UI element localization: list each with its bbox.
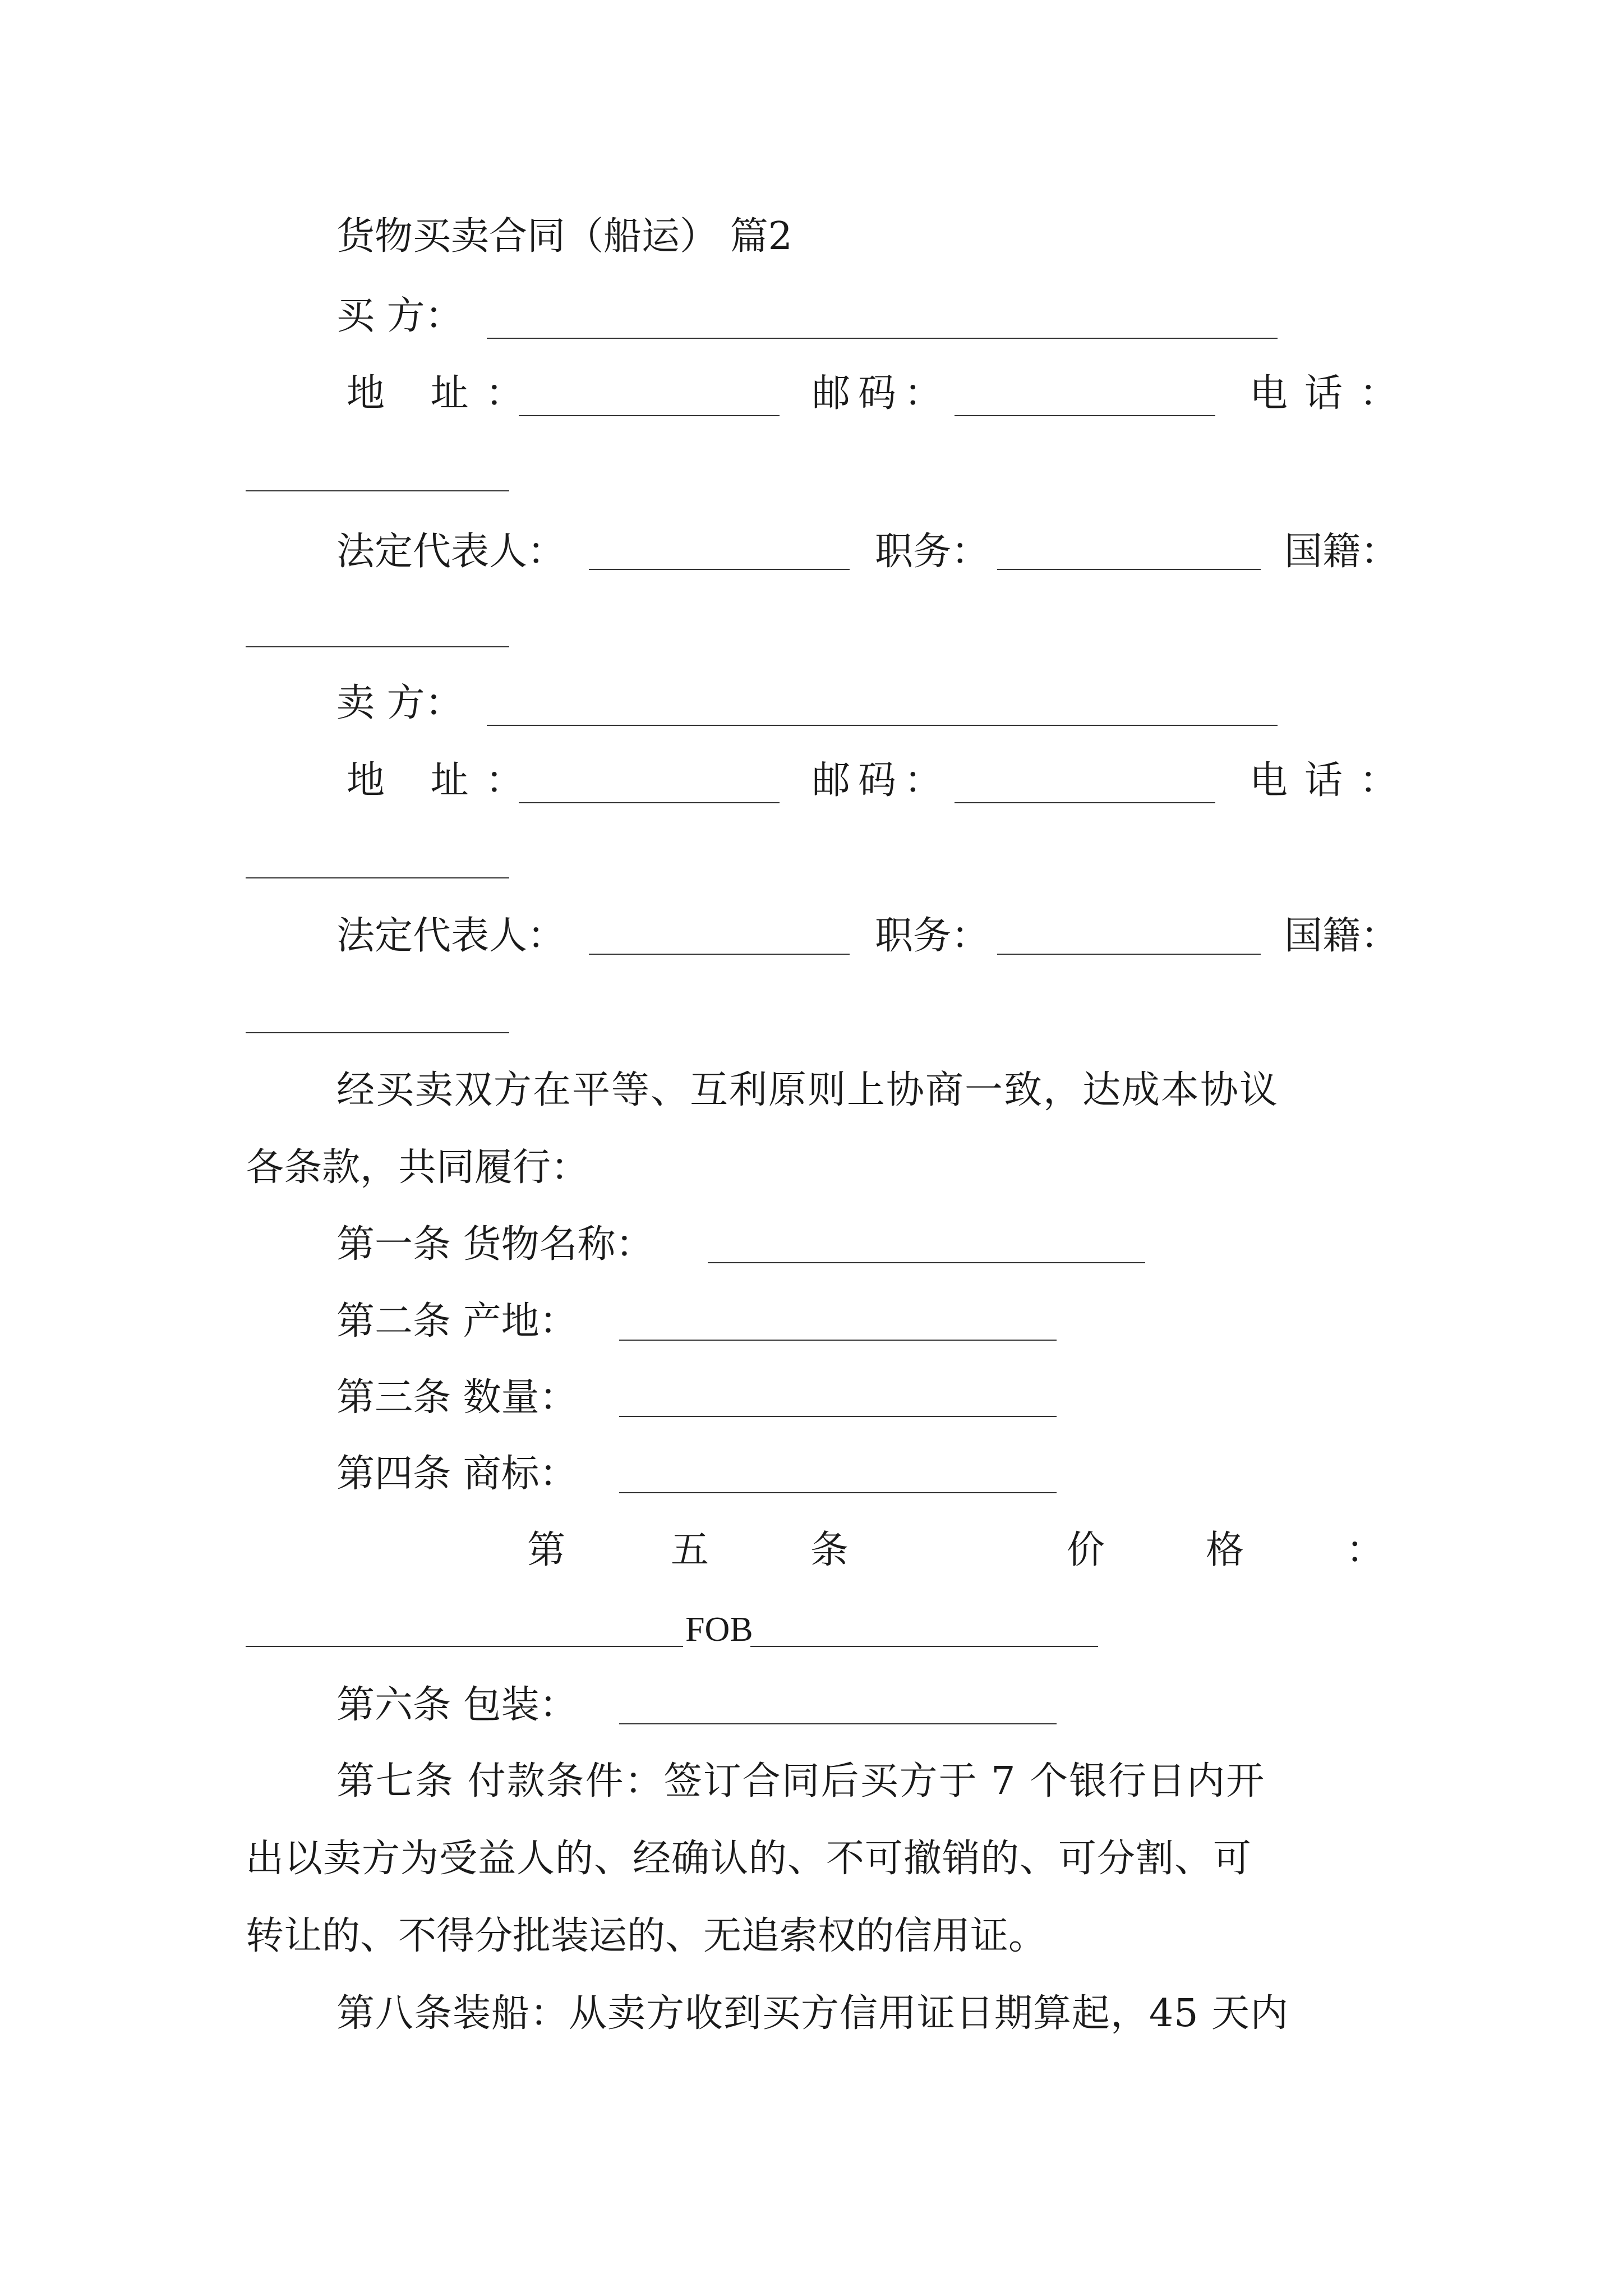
buyer-address-blank[interactable] xyxy=(519,413,780,416)
article-8-line-1: 第八条装船：从卖方收到买方信用证日期算起，45 天内 xyxy=(336,1991,1289,2036)
article-5-fob: FOB xyxy=(685,1611,753,1649)
buyer-address-label: 地 址： xyxy=(347,371,541,416)
article-5-char-2: 五 xyxy=(671,1528,709,1572)
intro-line-2: 各条款，共同履行： xyxy=(246,1145,589,1190)
buyer-label: 买 方： xyxy=(336,294,463,338)
seller-phone-blank[interactable] xyxy=(246,875,509,878)
seller-position-label: 职务： xyxy=(875,914,990,958)
article-3-blank[interactable] xyxy=(619,1414,1057,1417)
seller-position-blank[interactable] xyxy=(997,951,1261,955)
article-5-char-3: 条 xyxy=(810,1528,849,1572)
article-1-blank[interactable] xyxy=(708,1260,1145,1263)
article-2-label: 第二条 产地： xyxy=(336,1299,578,1343)
article-4-label: 第四条 商标： xyxy=(336,1452,578,1496)
seller-phone-label: 电话： xyxy=(1249,758,1415,803)
article-5-char-5: 格 xyxy=(1206,1528,1244,1572)
seller-legal-rep-blank[interactable] xyxy=(589,951,850,955)
buyer-postcode-label: 邮码： xyxy=(812,371,951,416)
article-7-line-1: 第七条 付款条件：签订合同后买方于 7 个银行日内开 xyxy=(336,1759,1266,1803)
article-6-blank[interactable] xyxy=(619,1721,1057,1724)
buyer-postcode-blank[interactable] xyxy=(955,413,1215,416)
buyer-legal-rep-label: 法定代表人： xyxy=(336,530,566,574)
article-5-char-4: 价 xyxy=(1067,1528,1105,1572)
seller-address-blank[interactable] xyxy=(519,800,780,803)
buyer-nationality-label: 国籍： xyxy=(1284,530,1399,574)
article-5-price-blank[interactable] xyxy=(246,1644,683,1647)
buyer-position-blank[interactable] xyxy=(997,567,1261,570)
article-3-label: 第三条 数量： xyxy=(336,1375,578,1420)
article-5-char-1: 第 xyxy=(527,1528,566,1572)
buyer-blank[interactable] xyxy=(487,335,1278,339)
article-1-label: 第一条 货物名称： xyxy=(336,1222,654,1267)
buyer-phone-blank[interactable] xyxy=(246,488,509,491)
article-7-line-3: 转让的、不得分批装运的、无追索权的信用证。 xyxy=(246,1914,1047,1958)
buyer-nationality-blank[interactable] xyxy=(246,644,509,647)
article-6-label: 第六条 包装： xyxy=(336,1683,578,1727)
intro-line-1: 经买卖双方在平等、互利原则上协商一致，达成本协议 xyxy=(336,1068,1279,1112)
seller-address-label: 地 址： xyxy=(347,758,541,803)
article-4-blank[interactable] xyxy=(619,1490,1057,1493)
seller-blank[interactable] xyxy=(487,723,1278,726)
article-5-char-6: ： xyxy=(1346,1528,1385,1572)
document-title: 货物买卖合同（船运） 篇2 xyxy=(336,214,792,259)
buyer-legal-rep-blank[interactable] xyxy=(589,567,850,570)
article-2-blank[interactable] xyxy=(619,1337,1057,1341)
buyer-position-label: 职务： xyxy=(875,530,990,574)
article-7-line-2: 出以卖方为受益人的、经确认的、不可撤销的、可分割、可 xyxy=(246,1837,1252,1881)
article-5-port-blank[interactable] xyxy=(750,1644,1098,1647)
buyer-phone-label: 电话： xyxy=(1249,371,1415,416)
seller-postcode-label: 邮码： xyxy=(812,758,951,803)
seller-legal-rep-label: 法定代表人： xyxy=(336,914,566,958)
seller-nationality-blank[interactable] xyxy=(246,1030,509,1033)
seller-nationality-label: 国籍： xyxy=(1284,914,1399,958)
seller-postcode-blank[interactable] xyxy=(955,800,1215,803)
seller-label: 卖 方： xyxy=(336,681,463,725)
